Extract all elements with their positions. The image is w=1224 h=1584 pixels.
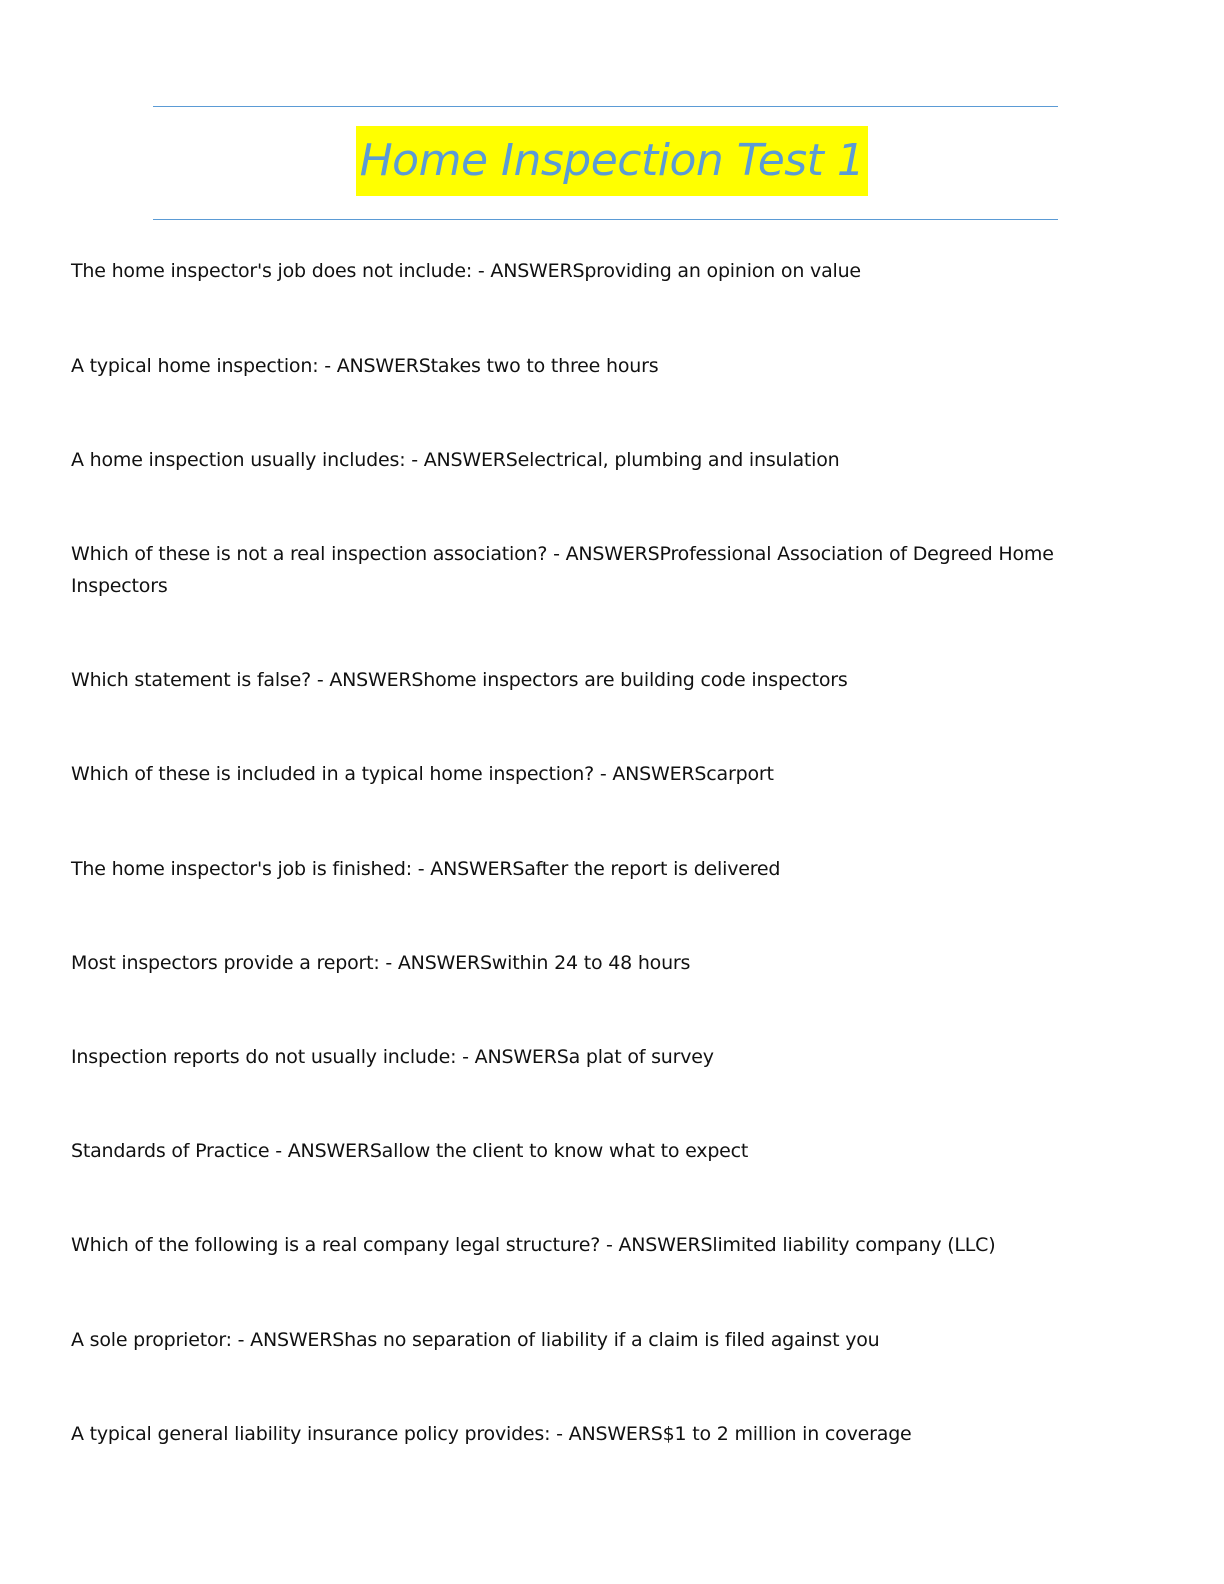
question-item: Standards of Practice - ANSWERSallow the client to know what to expect (71, 1140, 749, 1162)
question-item: Which of these is not a real inspection association? - ANSWERSProfessional Association of Degreed Home Inspectors (71, 543, 1054, 597)
question-item: The home inspector's job is finished: - ANSWERSafter the report is delivered (71, 858, 781, 880)
title-wrapper (0, 126, 1224, 196)
title-bottom-rule (153, 219, 1058, 220)
question-item: A typical general liability insurance policy provides: - ANSWERS$1 to 2 million in coverage (71, 1423, 912, 1445)
question-item: A typical home inspection: - ANSWERStakes two to three hours (71, 355, 659, 377)
question-item: Which of these is included in a typical home inspection? - ANSWERScarport (71, 763, 774, 785)
question-item: A home inspection usually includes: - ANSWERSelectrical, plumbing and insulation (71, 449, 840, 471)
question-item: Which statement is false? - ANSWERShome inspectors are building code inspectors (71, 669, 848, 691)
question-item: Inspection reports do not usually include: - ANSWERSa plat of survey (71, 1046, 714, 1068)
document-title: Home Inspection Test 1 (356, 126, 869, 196)
question-item: A sole proprietor: - ANSWERShas no separation of liability if a claim is filed against you (71, 1329, 880, 1351)
question-item: The home inspector's job does not include: - ANSWERSproviding an opinion on value (71, 260, 861, 282)
title-top-rule (153, 106, 1058, 107)
question-item: Most inspectors provide a report: - ANSWERSwithin 24 to 48 hours (71, 952, 691, 974)
question-item: Which of the following is a real company legal structure? - ANSWERSlimited liability company (LLC) (71, 1234, 996, 1256)
